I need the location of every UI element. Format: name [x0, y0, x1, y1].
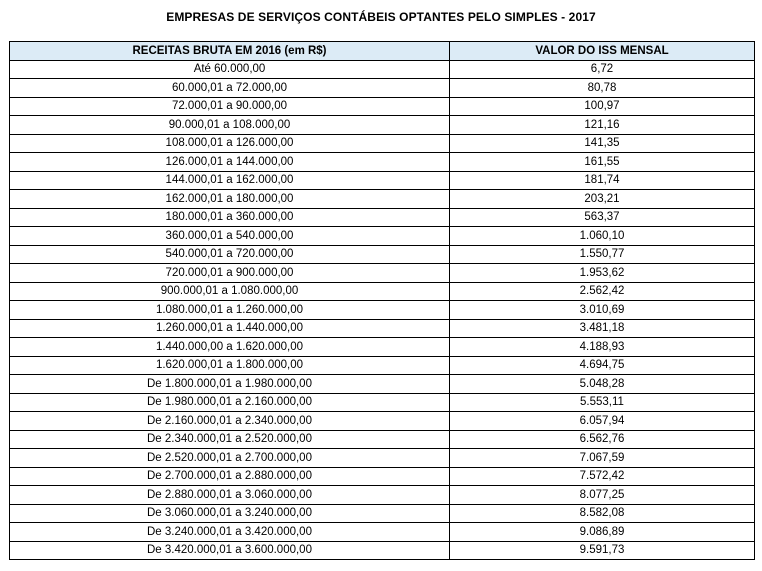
iss-value-cell: 6.057,94 [450, 412, 755, 431]
table-row [10, 208, 755, 227]
table-row [10, 375, 755, 394]
iss-value-cell: 141,35 [450, 134, 755, 153]
receita-range-cell: Até 60.000,00 [10, 60, 450, 79]
receita-range-cell: De 2.340.000,01 a 2.520.000,00 [10, 430, 450, 449]
table-row [10, 449, 755, 468]
receita-range-cell: 162.000,01 a 180.000,00 [10, 190, 450, 209]
header-row [10, 42, 755, 61]
receita-range-cell: De 2.880.000,01 a 3.060.000,00 [10, 486, 450, 505]
receita-range-cell: 1.080.000,01 a 1.260.000,00 [10, 301, 450, 320]
iss-value-cell: 1.953,62 [450, 264, 755, 283]
receita-range-cell: De 1.980.000,01 a 2.160.000,00 [10, 393, 450, 412]
receita-range-cell: 540.000,01 a 720.000,00 [10, 245, 450, 264]
table-row [10, 153, 755, 172]
table-body [10, 60, 755, 560]
table-row [10, 245, 755, 264]
table-row [10, 486, 755, 505]
receita-range-cell: 180.000,01 a 360.000,00 [10, 208, 450, 227]
table-row [10, 171, 755, 190]
receita-range-cell: De 2.160.000,01 a 2.340.000,00 [10, 412, 450, 431]
page-title: EMPRESAS DE SERVIÇOS CONTÁBEIS OPTANTES PELO SIMPLES - 2017 [166, 10, 596, 24]
iss-value-cell: 1.550,77 [450, 245, 755, 264]
iss-value-cell: 100,97 [450, 97, 755, 116]
iss-value-cell: 8.077,25 [450, 486, 755, 505]
iss-value-cell: 8.582,08 [450, 504, 755, 523]
iss-value-cell: 4.694,75 [450, 356, 755, 375]
iss-value-cell: 6,72 [450, 60, 755, 79]
iss-value-cell: 203,21 [450, 190, 755, 209]
iss-value-cell: 7.067,59 [450, 449, 755, 468]
iss-value-cell: 5.048,28 [450, 375, 755, 394]
receita-range-cell: 900.000,01 a 1.080.000,00 [10, 282, 450, 301]
table-row [10, 134, 755, 153]
table-row [10, 393, 755, 412]
table-row [10, 430, 755, 449]
iss-value-cell: 2.562,42 [450, 282, 755, 301]
iss-value-cell: 3.481,18 [450, 319, 755, 338]
receita-range-cell: De 1.800.000,01 a 1.980.000,00 [10, 375, 450, 394]
iss-value-cell: 1.060,10 [450, 227, 755, 246]
table-row [10, 523, 755, 542]
table-row [10, 412, 755, 431]
iss-value-cell: 181,74 [450, 171, 755, 190]
iss-value-cell: 9.086,89 [450, 523, 755, 542]
table-header [10, 42, 755, 61]
header-receita-bruta: RECEITAS BRUTA EM 2016 (em R$) [10, 42, 450, 61]
table-row [10, 227, 755, 246]
table-row [10, 282, 755, 301]
receita-range-cell: De 3.420.000,01 a 3.600.000,00 [10, 541, 450, 560]
receita-range-cell: De 3.060.000,01 a 3.240.000,00 [10, 504, 450, 523]
table-row [10, 190, 755, 209]
table-row [10, 97, 755, 116]
table-row [10, 60, 755, 79]
iss-value-cell: 121,16 [450, 116, 755, 135]
receita-range-cell: 72.000,01 a 90.000,00 [10, 97, 450, 116]
receita-range-cell: 108.000,01 a 126.000,00 [10, 134, 450, 153]
table-row [10, 301, 755, 320]
table-row [10, 264, 755, 283]
iss-value-cell: 563,37 [450, 208, 755, 227]
table-row [10, 541, 755, 560]
iss-rates-table [9, 41, 755, 560]
table-row [10, 79, 755, 98]
receita-range-cell: De 2.520.000,01 a 2.700.000,00 [10, 449, 450, 468]
table-row [10, 356, 755, 375]
receita-range-cell: 1.260.000,01 a 1.440.000,00 [10, 319, 450, 338]
receita-range-cell: 60.000,01 a 72.000,00 [10, 79, 450, 98]
iss-value-cell: 4.188,93 [450, 338, 755, 357]
iss-value-cell: 6.562,76 [450, 430, 755, 449]
receita-range-cell: 1.440.000,00 a 1.620.000,00 [10, 338, 450, 357]
iss-value-cell: 7.572,42 [450, 467, 755, 486]
table-row [10, 116, 755, 135]
iss-value-cell: 9.591,73 [450, 541, 755, 560]
receita-range-cell: 1.620.000,01 a 1.800.000,00 [10, 356, 450, 375]
receita-range-cell: 126.000,01 a 144.000,00 [10, 153, 450, 172]
table-row [10, 504, 755, 523]
receita-range-cell: De 2.700.000,01 a 2.880.000,00 [10, 467, 450, 486]
iss-value-cell: 3.010,69 [450, 301, 755, 320]
receita-range-cell: De 3.240.000,01 a 3.420.000,00 [10, 523, 450, 542]
table-row [10, 467, 755, 486]
table-row [10, 338, 755, 357]
receita-range-cell: 144.000,01 a 162.000,00 [10, 171, 450, 190]
header-valor-iss: VALOR DO ISS MENSAL [450, 42, 755, 61]
receita-range-cell: 360.000,01 a 540.000,00 [10, 227, 450, 246]
iss-value-cell: 5.553,11 [450, 393, 755, 412]
table-row [10, 319, 755, 338]
iss-value-cell: 80,78 [450, 79, 755, 98]
receita-range-cell: 720.000,01 a 900.000,00 [10, 264, 450, 283]
iss-value-cell: 161,55 [450, 153, 755, 172]
receita-range-cell: 90.000,01 a 108.000,00 [10, 116, 450, 135]
